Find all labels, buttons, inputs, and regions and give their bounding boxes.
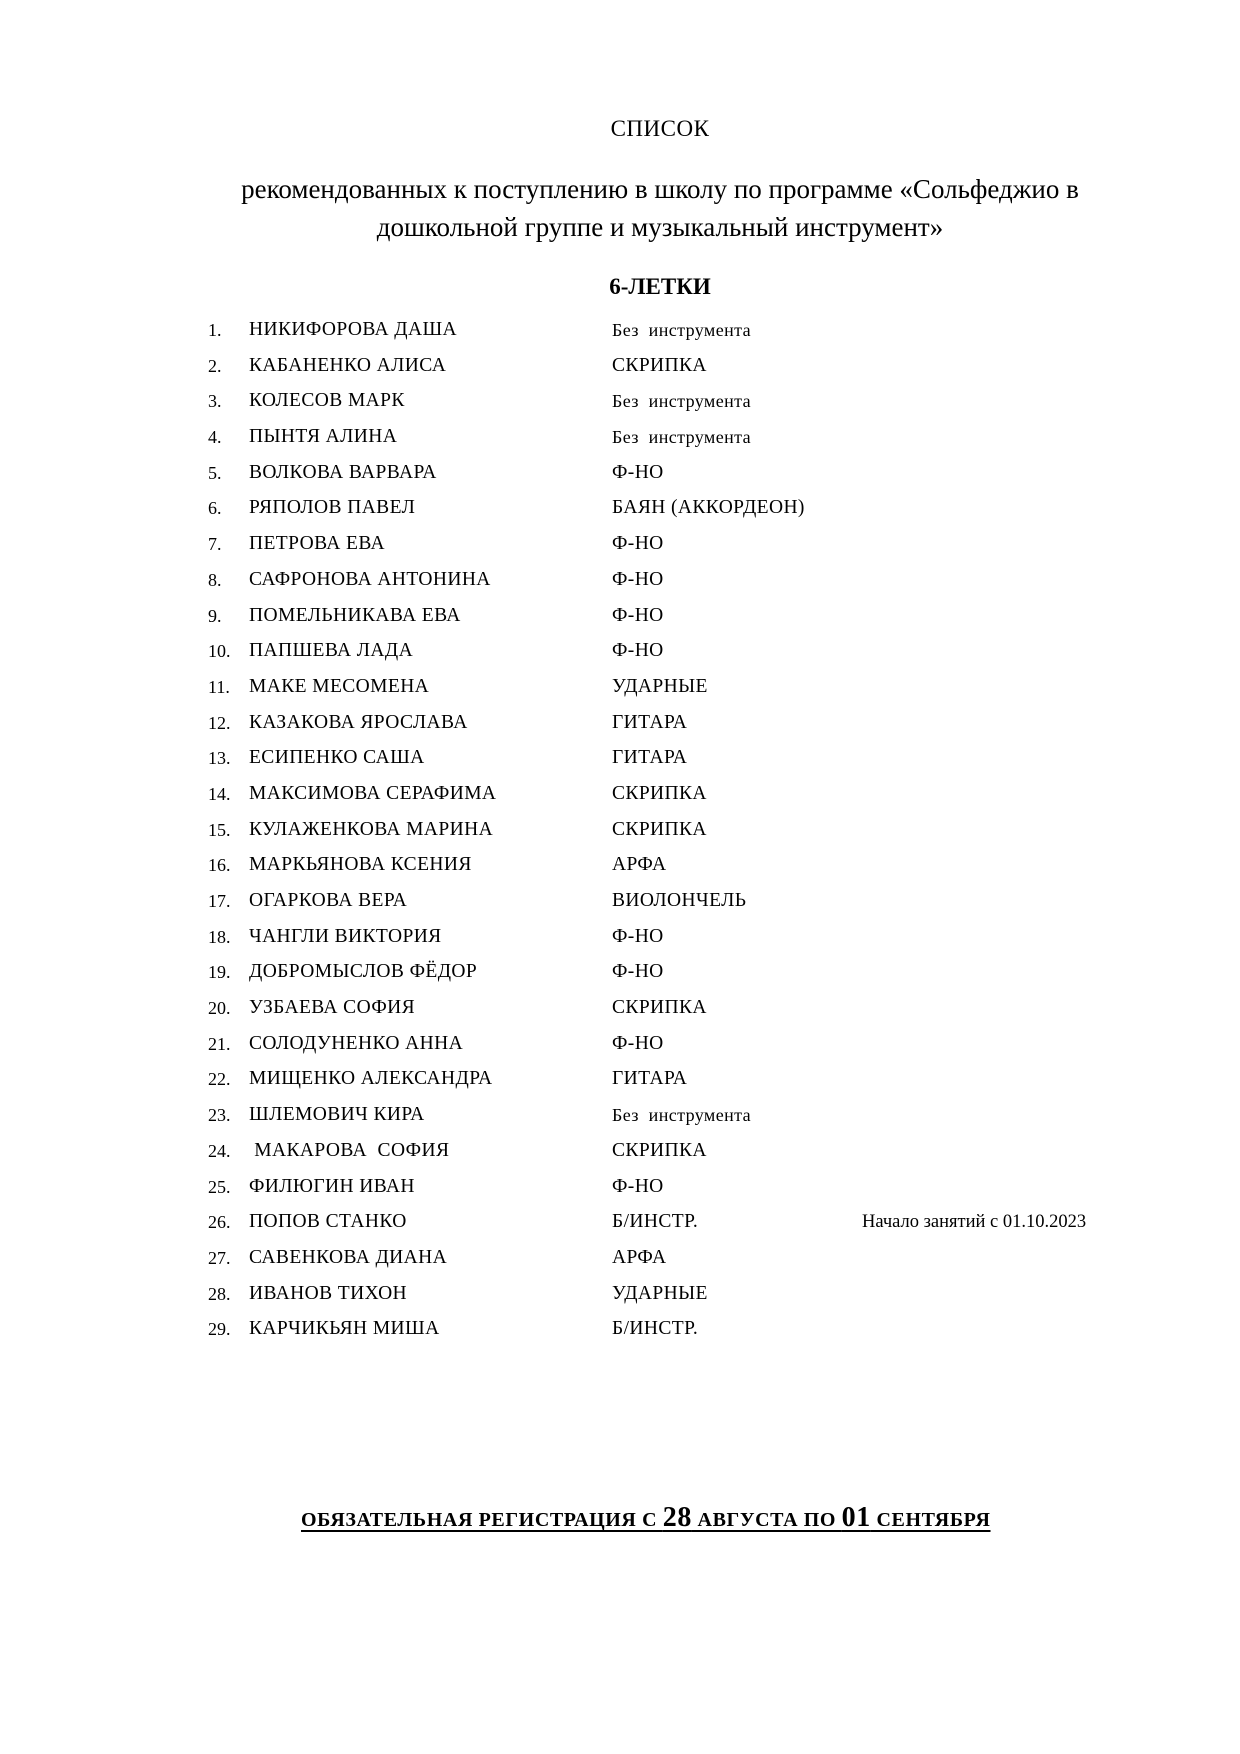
student-name: ПЫНТЯ АЛИНА [249,426,398,448]
document-title: СПИСОК [610,116,710,141]
list-item [0,853,1240,889]
student-instrument: ГИТАРА [612,1068,688,1090]
student-instrument: СКРИПКА [612,818,707,840]
registration-end-day: 01 [841,1502,871,1533]
list-item [0,1317,1240,1353]
student-number: 17. [208,891,231,911]
student-instrument: СКРИПКА [612,354,707,376]
student-name: МИЩЕНКО АЛЕКСАНДРА [249,1068,493,1090]
student-number: 12. [208,712,231,733]
document-subtitle-line-1: рекомендованных к поступлению в школу по программе «Сольфеджио в [241,174,1079,204]
list-item [0,925,1240,961]
list-item [0,604,1240,640]
student-number: 18. [208,926,231,947]
list-item [0,639,1240,675]
student-number: 9. [208,605,222,626]
student-instrument: ГИТАРА [612,711,688,733]
student-number: 16. [208,855,231,876]
student-instrument: АРФА [612,1246,667,1268]
student-name: ФИЛЮГИН ИВАН [249,1175,415,1197]
student-number: 15. [208,819,231,840]
student-name: НИКИФОРОВА ДАША [249,319,458,340]
student-name: МАРКЬЯНОВА КСЕНИЯ [249,854,472,876]
student-name: РЯПОЛОВ ПАВЕЛ [249,497,416,519]
list-item [0,532,1240,568]
student-number: 4. [208,427,222,448]
registration-text-3: СЕНТЯБРЯ [870,1509,991,1531]
registration-start-day: 28 [662,1502,692,1533]
student-name: МАКСИМОВА СЕРАФИМА [249,782,497,804]
list-item [0,461,1240,497]
student-instrument: Ф-НО [612,961,664,983]
student-name: ВОЛКОВА ВАРВАРА [249,461,437,483]
student-number: 25. [208,1176,231,1197]
student-number: 22. [208,1069,231,1090]
student-instrument: Б/ИНСТР. [612,1318,699,1340]
student-name: ИВАНОВ ТИХОН [249,1282,408,1304]
list-item [0,1246,1240,1282]
student-number: 2. [208,355,222,376]
student-number: 10. [208,641,231,662]
student-name: КОЛЕСОВ МАРК [249,390,405,412]
student-number: 7. [208,534,222,555]
list-item [0,1067,1240,1103]
student-number: 1. [208,320,222,340]
student-instrument: Без инструмента [612,1105,752,1126]
student-instrument: Ф-НО [612,568,664,590]
list-item [0,996,1240,1032]
student-name: ШЛЕМОВИЧ КИРА [249,1104,425,1126]
student-number: 8. [208,569,222,590]
student-instrument: Ф-НО [612,604,664,626]
list-item [0,496,1240,532]
student-name: КАБАНЕНКО АЛИСА [249,354,447,376]
student-instrument: СКРИПКА [612,997,707,1019]
student-name: ПАПШЕВА ЛАДА [249,640,414,662]
list-item [0,568,1240,604]
list-item [0,1210,1240,1246]
student-name: КУЛАЖЕНКОВА МАРИНА [249,818,494,840]
student-name: ЧАНГЛИ ВИКТОРИЯ [249,925,442,947]
list-item [0,782,1240,818]
student-number: 24. [208,1140,231,1161]
student-instrument: БАЯН (АККОРДЕОН) [612,497,805,519]
student-name: ПОМЕЛЬНИКАВА ЕВА [249,604,461,626]
student-name: ПЕТРОВА ЕВА [249,533,385,555]
student-instrument: Ф-НО [612,1032,664,1054]
student-number: 5. [208,462,222,483]
student-instrument: Б/ИНСТР. [612,1211,699,1233]
student-number: 6. [208,498,222,519]
list-item [0,389,1240,425]
student-instrument: ВИОЛОНЧЕЛЬ [612,890,747,911]
list-item [0,746,1240,782]
group-heading: 6-ЛЕТКИ [609,274,711,299]
list-item [0,318,1240,354]
list-item [0,1103,1240,1139]
student-instrument: Без инструмента [612,427,752,448]
student-instrument: Без инструмента [612,391,752,412]
student-name: КАРЧИКЬЯН МИША [249,1318,440,1340]
student-name: МАКЕ МЕСОМЕНА [249,675,430,697]
student-number: 29. [208,1319,231,1340]
student-number: 11. [208,676,230,697]
list-item [0,960,1240,996]
list-item [0,1032,1240,1068]
student-name: УЗБАЕВА СОФИЯ [249,997,416,1019]
student-number: 14. [208,783,231,804]
student-name: САФРОНОВА АНТОНИНА [249,568,491,590]
student-instrument: Ф-НО [612,461,664,483]
list-item [0,711,1240,747]
student-instrument: УДАРНЫЕ [612,675,708,697]
student-instrument: УДАРНЫЕ [612,1282,708,1304]
student-instrument: Ф-НО [612,1175,664,1197]
student-name: ЕСИПЕНКО САША [249,747,425,769]
student-name: СОЛОДУНЕНКО АННА [249,1032,464,1054]
student-number: 20. [208,998,231,1019]
student-number: 26. [208,1212,231,1233]
student-number: 3. [208,391,222,412]
list-item [0,425,1240,461]
student-name: ДОБРОМЫСЛОВ ФЁДОР [249,961,478,983]
student-number: 28. [208,1283,231,1304]
student-instrument: Ф-НО [612,640,664,662]
student-instrument: АРФА [612,854,667,876]
student-instrument: СКРИПКА [612,1139,707,1161]
student-number: 13. [208,748,231,769]
student-name: МАКАРОВА СОФИЯ [249,1139,450,1161]
student-list [0,318,1240,1353]
student-instrument: ГИТАРА [612,747,688,769]
student-name: ПОПОВ СТАНКО [249,1211,407,1233]
list-item [0,354,1240,390]
student-number: 27. [208,1247,231,1268]
student-instrument: Ф-НО [612,533,664,555]
document-subtitle-line-2: дошкольной группе и музыкальный инструмент» [376,212,944,242]
list-item [0,1175,1240,1211]
registration-notice [301,1502,991,1534]
student-instrument: СКРИПКА [612,782,707,804]
list-item [0,675,1240,711]
list-item [0,889,1240,925]
list-item [0,1139,1240,1175]
list-item [0,818,1240,854]
list-item [0,1282,1240,1318]
student-name: КАЗАКОВА ЯРОСЛАВА [249,711,468,733]
student-number: 23. [208,1105,231,1126]
student-name: ОГАРКОВА ВЕРА [249,890,408,911]
student-note: Начало занятий с 01.10.2023 [862,1212,1087,1233]
registration-text-2: АВГУСТА ПО [691,1509,842,1531]
student-number: 21. [208,1033,231,1054]
student-number: 19. [208,962,231,983]
student-name: САВЕНКОВА ДИАНА [249,1246,448,1268]
student-instrument: Без инструмента [612,320,752,340]
registration-text-1: ОБЯЗАТЕЛЬНАЯ РЕГИСТРАЦИЯ С [301,1509,663,1531]
student-instrument: Ф-НО [612,925,664,947]
